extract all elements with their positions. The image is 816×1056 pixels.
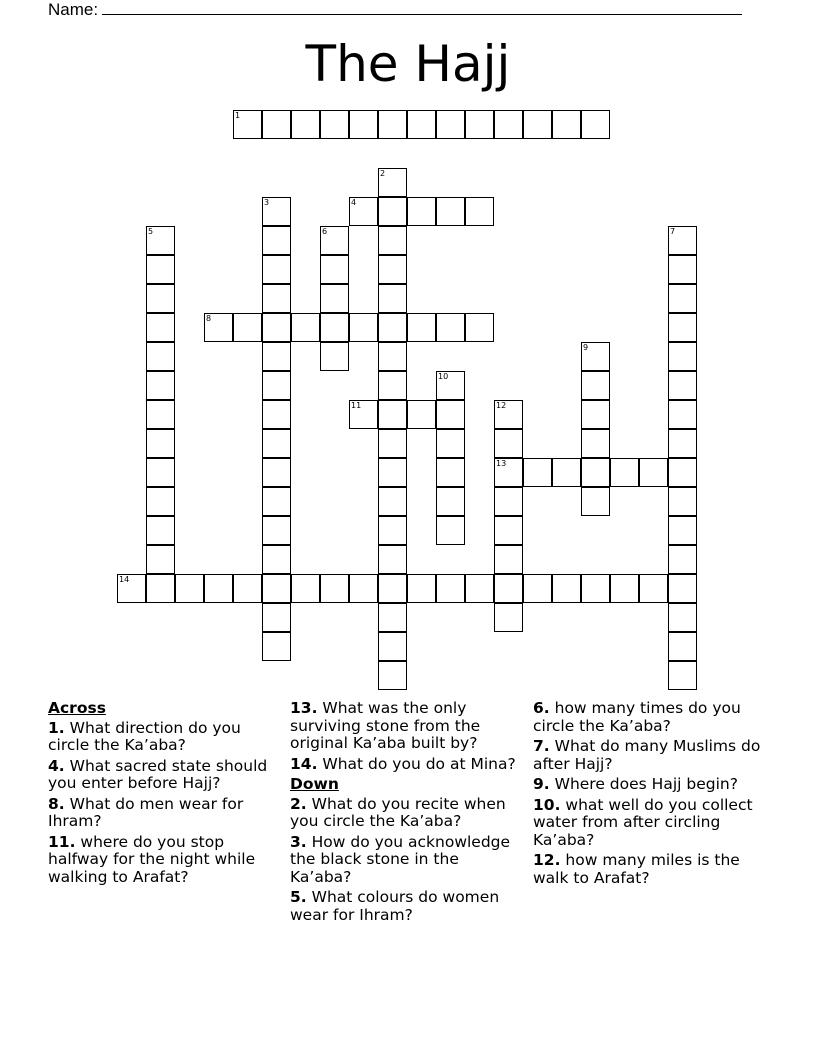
grid-cell[interactable] [407, 197, 436, 226]
clue-down-6 [533, 700, 763, 735]
grid-cell[interactable] [262, 487, 291, 516]
grid-cell[interactable] [146, 371, 175, 400]
grid-cell[interactable] [146, 313, 175, 342]
grid-cell[interactable] [494, 516, 523, 545]
grid-cell[interactable] [668, 400, 697, 429]
grid-cell[interactable] [262, 226, 291, 255]
grid-cell[interactable] [146, 429, 175, 458]
grid-cell[interactable] [320, 574, 349, 603]
grid-cell[interactable] [581, 487, 610, 516]
grid-cell[interactable] [233, 110, 262, 139]
grid-cell[interactable] [146, 487, 175, 516]
grid-cell[interactable] [262, 429, 291, 458]
clue-down-7 [533, 738, 763, 773]
grid-cell[interactable] [233, 574, 262, 603]
grid-cell[interactable] [146, 342, 175, 371]
grid-cell[interactable] [262, 110, 291, 139]
clue-number: 2. [290, 794, 307, 813]
clue-down-12 [533, 852, 763, 887]
grid-cell[interactable] [581, 342, 610, 371]
clue-down-9 [533, 776, 763, 794]
cell-number: 10 [438, 372, 449, 381]
grid-cell[interactable] [407, 574, 436, 603]
cell-number: 4 [351, 198, 357, 207]
clue-number: 1. [48, 718, 65, 737]
clue-text: Where does Hajj begin? [554, 775, 738, 793]
clue-number: 10. [533, 795, 561, 814]
grid-cell[interactable] [581, 371, 610, 400]
cell-number: 3 [264, 198, 270, 207]
grid-cell[interactable] [146, 574, 175, 603]
grid-cell[interactable] [378, 574, 407, 603]
clue-number: 8. [48, 794, 65, 813]
grid-cell[interactable] [378, 603, 407, 632]
grid-cell[interactable] [378, 226, 407, 255]
grid-cell[interactable] [407, 400, 436, 429]
cell-number: 2 [380, 169, 386, 178]
grid-cell[interactable] [436, 110, 465, 139]
grid-cell[interactable] [262, 342, 291, 371]
grid-cell[interactable] [146, 516, 175, 545]
cell-number: 6 [322, 227, 328, 236]
grid-cell[interactable] [378, 110, 407, 139]
grid-cell[interactable] [581, 574, 610, 603]
cell-number: 12 [496, 401, 507, 410]
grid-cell[interactable] [262, 400, 291, 429]
name-label: Name: [48, 0, 99, 19]
grid-cell[interactable] [436, 574, 465, 603]
grid-cell[interactable] [117, 574, 146, 603]
clue-number: 7. [533, 737, 550, 755]
clue-text: What sacred state should you enter before Hajj? [48, 756, 268, 792]
grid-cell[interactable] [668, 284, 697, 313]
grid-cell[interactable] [349, 400, 378, 429]
grid-cell[interactable] [349, 197, 378, 226]
grid-cell[interactable] [436, 371, 465, 400]
grid-cell[interactable] [291, 574, 320, 603]
grid-cell[interactable] [465, 197, 494, 226]
grid-cell[interactable] [552, 574, 581, 603]
grid-cell[interactable] [465, 110, 494, 139]
clue-text: What do you recite when you circle the Ka’aba? [290, 794, 506, 830]
grid-cell[interactable] [262, 371, 291, 400]
clue-number: 3. [290, 832, 307, 851]
grid-cell[interactable] [668, 516, 697, 545]
grid-cell[interactable] [320, 313, 349, 342]
grid-cell[interactable] [378, 197, 407, 226]
grid-cell[interactable] [668, 545, 697, 574]
clue-text: how many miles is the walk to Arafat? [533, 851, 740, 887]
grid-cell[interactable] [378, 371, 407, 400]
clue-across-1 [48, 720, 278, 755]
clue-down-2 [290, 796, 525, 831]
clue-across-13 [290, 700, 525, 753]
grid-cell[interactable] [378, 255, 407, 284]
clue-text: how many times do you circle the Ka’aba? [533, 699, 741, 735]
clue-number: 13. [290, 699, 318, 717]
grid-cell[interactable] [436, 400, 465, 429]
clues-column-3 [533, 700, 763, 890]
grid-cell[interactable] [494, 429, 523, 458]
grid-cell[interactable] [494, 545, 523, 574]
grid-cell[interactable] [262, 574, 291, 603]
clue-number: 9. [533, 775, 550, 793]
grid-cell[interactable] [610, 574, 639, 603]
clue-text: What do many Muslims do after Hajj? [533, 737, 761, 773]
grid-cell[interactable] [639, 458, 668, 487]
clue-text: What direction do you circle the Ka’aba? [48, 718, 241, 754]
grid-cell[interactable] [378, 545, 407, 574]
grid-cell[interactable] [494, 603, 523, 632]
cell-number: 11 [351, 401, 362, 410]
grid-cell[interactable] [378, 168, 407, 197]
grid-cell[interactable] [494, 400, 523, 429]
grid-cell[interactable] [262, 255, 291, 284]
grid-cell[interactable] [262, 545, 291, 574]
grid-cell[interactable] [146, 400, 175, 429]
grid-cell[interactable] [204, 574, 233, 603]
cell-number: 13 [496, 459, 507, 468]
clue-number: 12. [533, 851, 561, 869]
grid-cell[interactable] [204, 313, 233, 342]
grid-cell[interactable] [523, 574, 552, 603]
clue-number: 6. [533, 699, 550, 717]
clue-text: What was the only surviving stone from the original Ka’aba built by? [290, 699, 481, 752]
grid-cell[interactable] [523, 458, 552, 487]
grid-cell[interactable] [378, 458, 407, 487]
cell-number: 1 [235, 111, 241, 120]
grid-cell[interactable] [436, 516, 465, 545]
grid-cell[interactable] [378, 487, 407, 516]
grid-cell[interactable] [378, 313, 407, 342]
grid-cell[interactable] [378, 342, 407, 371]
down-heading: Down [290, 775, 339, 793]
grid-cell[interactable] [262, 458, 291, 487]
grid-cell[interactable] [494, 487, 523, 516]
clue-text: How do you acknowledge the black stone in the Ka’aba? [290, 832, 511, 886]
clues-column-1 [48, 700, 278, 889]
grid-cell[interactable] [262, 516, 291, 545]
cell-number: 14 [119, 575, 130, 584]
grid-cell[interactable] [146, 284, 175, 313]
grid-cell[interactable] [262, 632, 291, 661]
grid-cell[interactable] [262, 603, 291, 632]
grid-cell[interactable] [523, 110, 552, 139]
grid-cell[interactable] [291, 313, 320, 342]
grid-cell[interactable] [378, 284, 407, 313]
grid-cell[interactable] [436, 487, 465, 516]
clue-text: What do you do at Mina? [322, 754, 516, 773]
grid-cell[interactable] [581, 429, 610, 458]
grid-cell[interactable] [436, 429, 465, 458]
clue-down-3 [290, 834, 525, 887]
grid-cell[interactable] [436, 458, 465, 487]
grid-cell[interactable] [552, 110, 581, 139]
clue-text: What colours do women wear for Ihram? [290, 888, 500, 924]
grid-cell[interactable] [668, 603, 697, 632]
grid-cell[interactable] [581, 400, 610, 429]
clue-across-14 [290, 756, 525, 774]
grid-cell[interactable] [378, 516, 407, 545]
clue-number: 14. [290, 754, 318, 773]
clue-text: what well do you collect water from after circling Ka’aba? [533, 795, 753, 849]
grid-cell[interactable] [494, 574, 523, 603]
grid-cell[interactable] [349, 313, 378, 342]
grid-cell[interactable] [378, 400, 407, 429]
grid-cell[interactable] [291, 110, 320, 139]
cell-number: 7 [670, 227, 676, 236]
grid-cell[interactable] [465, 574, 494, 603]
grid-cell[interactable] [146, 255, 175, 284]
grid-cell[interactable] [436, 313, 465, 342]
clue-number: 5. [290, 888, 307, 906]
cell-number: 8 [206, 314, 212, 323]
grid-cell[interactable] [146, 458, 175, 487]
cell-number: 9 [583, 343, 589, 352]
grid-cell[interactable] [494, 458, 523, 487]
grid-cell[interactable] [494, 110, 523, 139]
grid-cell[interactable] [378, 632, 407, 661]
grid-cell[interactable] [436, 197, 465, 226]
grid-cell[interactable] [320, 284, 349, 313]
grid-cell[interactable] [175, 574, 204, 603]
grid-cell[interactable] [349, 574, 378, 603]
grid-cell[interactable] [668, 487, 697, 516]
grid-cell[interactable] [668, 371, 697, 400]
grid-cell[interactable] [407, 313, 436, 342]
grid-cell[interactable] [320, 110, 349, 139]
clue-across-4 [48, 758, 278, 793]
grid-cell[interactable] [668, 458, 697, 487]
clues-column-2 [290, 700, 525, 927]
grid-cell[interactable] [668, 313, 697, 342]
grid-cell[interactable] [668, 226, 697, 255]
grid-cell[interactable] [320, 255, 349, 284]
grid-cell[interactable] [146, 226, 175, 255]
grid-cell[interactable] [668, 574, 697, 603]
grid-cell[interactable] [581, 458, 610, 487]
clue-across-11 [48, 834, 278, 887]
clue-number: 11. [48, 832, 76, 851]
grid-cell[interactable] [262, 284, 291, 313]
grid-cell[interactable] [668, 255, 697, 284]
grid-cell[interactable] [668, 429, 697, 458]
grid-cell[interactable] [639, 574, 668, 603]
grid-cell[interactable] [668, 632, 697, 661]
clue-number: 4. [48, 756, 65, 775]
grid-cell[interactable] [233, 313, 262, 342]
grid-cell[interactable] [146, 545, 175, 574]
grid-cell[interactable] [262, 313, 291, 342]
grid-cell[interactable] [378, 661, 407, 690]
grid-cell[interactable] [407, 110, 436, 139]
grid-cell[interactable] [668, 342, 697, 371]
clue-down-10 [533, 797, 763, 850]
grid-cell[interactable] [349, 110, 378, 139]
cell-number: 5 [148, 227, 154, 236]
page-title: The Hajj [305, 35, 511, 93]
grid-cell[interactable] [581, 110, 610, 139]
clue-text: where do you stop halfway for the night while walking to Arafat? [48, 832, 256, 886]
grid-cell[interactable] [668, 661, 697, 690]
clue-down-5 [290, 889, 525, 924]
grid-cell[interactable] [465, 313, 494, 342]
grid-cell[interactable] [610, 458, 639, 487]
clue-text: What do men wear for Ihram? [48, 794, 244, 830]
grid-cell[interactable] [552, 458, 581, 487]
grid-cell[interactable] [320, 226, 349, 255]
grid-cell[interactable] [320, 342, 349, 371]
across-heading: Across [48, 699, 106, 717]
grid-cell[interactable] [262, 197, 291, 226]
grid-cell[interactable] [378, 429, 407, 458]
clue-across-8 [48, 796, 278, 831]
